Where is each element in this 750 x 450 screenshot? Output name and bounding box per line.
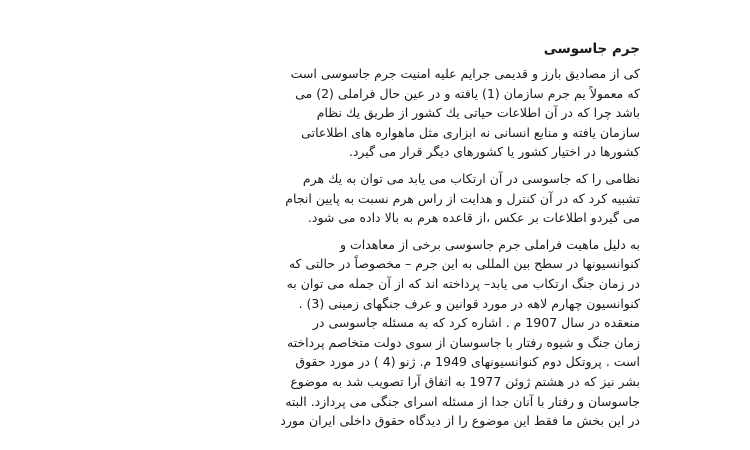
document-body — [100, 36, 640, 438]
paragraph-line: سازمان یافته و منابع انسانی نه ابزاری مثل ماهواره های اطلاعاتی — [301, 124, 640, 140]
paragraph-line: در زمان جنگ ارتکاب می یابد– پرداخته اند که از آن جمله می توان به — [286, 275, 640, 291]
paragraph-container — [100, 64, 640, 431]
paragraph-line: باشد چرا که در آن اطلاعات حیاتی یك کشور از طریق یك نظام — [316, 105, 640, 121]
paragraph-line: است . پروتکل دوم کنوانسیونهای 1949 م. ژنو (4 ) در مورد حقوق — [295, 354, 640, 370]
paragraph — [100, 235, 640, 431]
paragraph-line: می گیردو اطلاعات بر عکس ،از قاعده هرم به بالا داده می شود. — [307, 210, 640, 226]
paragraph-line: در این بخش ما فقط این موضوع را از دیدگاه حقوق داخلی ایران مورد — [280, 413, 640, 429]
paragraph — [100, 64, 640, 162]
paragraph-line: به دلیل ماهیت فراملی جرم جاسوسی برخی از معاهدات و — [339, 236, 640, 252]
paragraph-line: جاسوسان و رفتار با آنان جدا از مسئله اسرای جنگی می پردازد. البته — [285, 393, 640, 409]
paragraph-line: که معمولاً یم جرم سازمان (1) یافته و در عین حال فراملی (2) می — [295, 85, 640, 101]
paragraph-line: کنوانسیون چهارم لاهه در مورد قوانین و عرف جنگهای زمینی (3) . — [298, 295, 640, 311]
paragraph-line: بشر نیز که در هشتم ژوئن 1977 به اتفاق آرا تصویب شد به موضوع — [290, 373, 640, 389]
paragraph-line: تشبیه کرد که در آن کنترل و هدایت از راس هرم نسبت به پایین انجام — [285, 190, 640, 206]
paragraph-line: نظامی را که جاسوسی در آن ارتکاب می یابد می توان به یك هرم — [302, 170, 640, 186]
paragraph-line: منعقده در سال 1907 م . اشاره کرد که به مسئله جاسوسی در — [312, 315, 640, 331]
document-title: جرم جاسوسی — [543, 41, 640, 57]
paragraph-line: کشورها در اختیار کشور یا کشورهای دیگر قرار می گیرد. — [348, 144, 640, 160]
paragraph — [100, 169, 640, 228]
paragraph-line: کی از مصادیق بارز و قدیمی جرایم علیه امنیت جرم جاسوسی است — [290, 66, 640, 81]
paragraph-line: زمان جنگ و شیوه رفتار با جاسوسان از سوی دولت متخاصم پرداخته — [286, 334, 640, 350]
paragraph-line: کنوانسیونها در سطح بین المللی به این جرم – مخصوصاً در حالتی که — [288, 256, 640, 272]
